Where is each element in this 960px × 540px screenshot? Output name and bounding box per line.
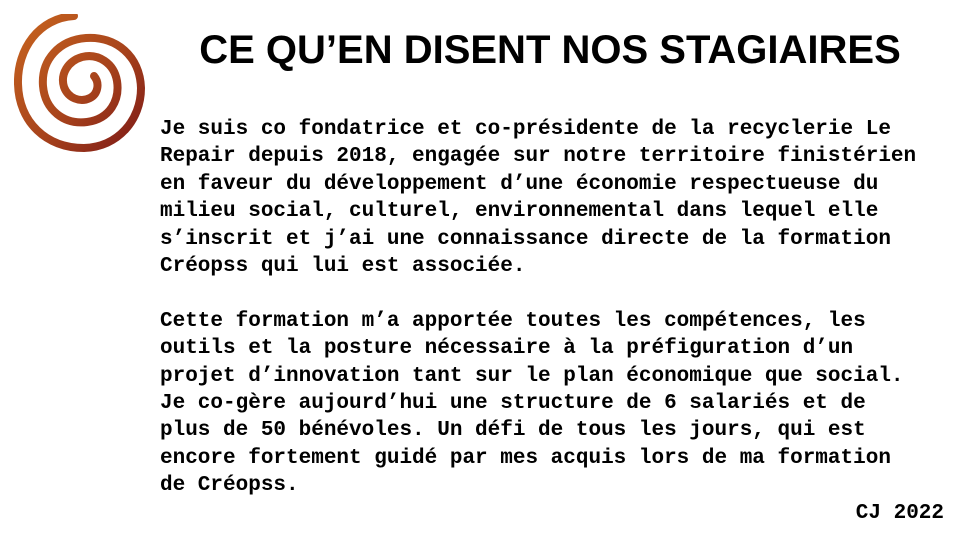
testimonial-paragraph-1: Je suis co fondatrice et co-présidente de la recyclerie Le Repair depuis 2018, engagée sur notre territoire finistérien en faveur du développement d’une économie respectueuse du milieu social, culturel, environnemental dans lequel elle s’inscrit et j’ai une connaissance directe de la formation Créopss qui lui est associée. xyxy=(160,118,917,279)
page-title: CE QU’EN DISENT NOS STAGIAIRES xyxy=(199,28,901,72)
testimonial-signature: CJ 2022 xyxy=(855,502,944,525)
spiral-icon xyxy=(14,14,146,154)
testimonial-text xyxy=(160,116,950,500)
testimonial-paragraph-2: Cette formation m’a apportée toutes les compétences, les outils et la posture nécessaire à la préfiguration d’un projet d’innovation tant sur le plan économique que social. Je co-gère aujourd’hui une structure de 6 salariés et de plus de 50 bénévoles. Un défi de tous les jours, qui est encore fortement guidé par mes acquis lors de ma formation de Créopss. xyxy=(160,309,904,498)
